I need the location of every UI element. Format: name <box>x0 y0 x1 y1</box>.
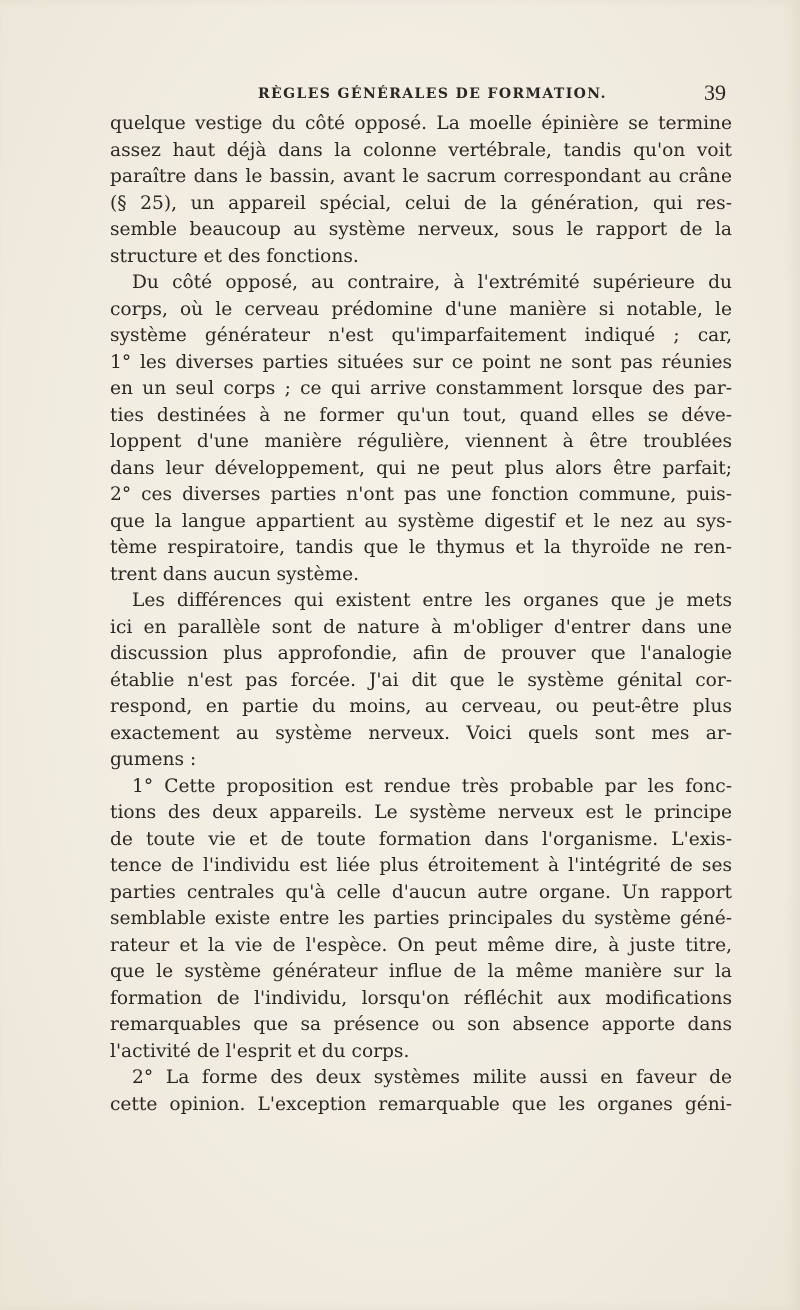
text-line: trent dans aucun système. <box>110 563 360 585</box>
text-line: dans leur développement, qui ne peut plus alors être parfait; <box>110 457 732 479</box>
text-line: en un seul corps ; ce qui arrive constamment lorsque des par- <box>110 378 732 399</box>
text-line: paraître dans le bassin, avant le sacrum correspondant au crâne <box>110 166 732 187</box>
text-line: 1° les diverses parties situées sur ce point ne sont pas réunies <box>110 351 732 373</box>
text-line: parties centrales qu'à celle d'aucun autre organe. Un rapport <box>110 881 732 903</box>
text-line: tence de l'individu est liée plus étroitement à l'intégrité de ses <box>110 855 732 876</box>
text-line: loppent d'une manière régulière, viennent à être troublées <box>110 431 732 452</box>
running-title: RÈGLES GÉNÉRALES DE FORMATION. <box>258 86 607 102</box>
text-line: rateur et la vie de l'espèce. On peut même dire, à juste titre, <box>110 934 732 956</box>
text-line: Du côté opposé, au contraire, à l'extrémité supérieure du <box>132 272 732 293</box>
text-line: système générateur n'est qu'imparfaitement indiqué ; car, <box>110 325 732 346</box>
text-line: l'activité de l'esprit et du corps. <box>110 1040 410 1062</box>
text-line: respond, en partie du moins, au cerveau, ou peut-être plus <box>110 696 732 717</box>
text-line: formation de l'individu, lorsqu'on réfléchit aux modifications <box>110 987 732 1009</box>
text-line: ici en parallèle sont de nature à m'obliger d'entrer dans une <box>110 616 732 638</box>
text-line: semble beaucoup au système nerveux, sous le rapport de la <box>110 219 732 240</box>
page-number: 39 <box>704 80 726 105</box>
text-line: Les différences qui existent entre les organes que je mets <box>132 590 732 611</box>
text-line: 2° ces diverses parties n'ont pas une fonction commune, puis- <box>110 484 732 505</box>
page-header <box>110 80 732 110</box>
text-line: que le système générateur influe de la même manière sur la <box>110 961 732 982</box>
text-line: ties destinées à ne former qu'un tout, quand elles se déve- <box>110 404 732 426</box>
text-line: de toute vie et de toute formation dans l'organisme. L'exis- <box>110 828 732 850</box>
text-line: structure et des fonctions. <box>110 245 359 267</box>
text-line: cette opinion. L'exception remarquable que les organes géni- <box>110 1093 732 1115</box>
text-line: exactement au système nerveux. Voici quels sont mes ar- <box>110 722 732 744</box>
text-line: quelque vestige du côté opposé. La moelle épinière se termine <box>110 113 732 134</box>
text-line: gumens : <box>110 749 197 770</box>
text-line: assez haut déjà dans la colonne vertébrale, tandis qu'on voit <box>110 139 732 161</box>
body-text <box>110 111 732 1118</box>
text-line: établie n'est pas forcée. J'ai dit que le système génital cor- <box>110 669 732 691</box>
text-line: discussion plus approfondie, afin de prouver que l'analogie <box>110 643 732 664</box>
text-line: remarquables que sa présence ou son absence apporte dans <box>110 1014 732 1035</box>
text-line: que la langue appartient au système digestif et le nez au sys- <box>110 510 732 532</box>
text-line: 1° Cette proposition est rendue très probable par les fonc- <box>132 775 732 797</box>
text-line: (§ 25), un appareil spécial, celui de la génération, qui res- <box>110 192 732 214</box>
text-line: semblable existe entre les parties principales du système géné- <box>110 908 732 929</box>
text-line: 2° La forme des deux systèmes milite aussi en faveur de <box>132 1067 732 1088</box>
text-line: tème respiratoire, tandis que le thymus et la thyroïde ne ren- <box>110 537 732 558</box>
text-line: tions des deux appareils. Le système nerveux est le principe <box>110 802 732 823</box>
text-line: corps, où le cerveau prédomine d'une manière si notable, le <box>110 298 732 320</box>
